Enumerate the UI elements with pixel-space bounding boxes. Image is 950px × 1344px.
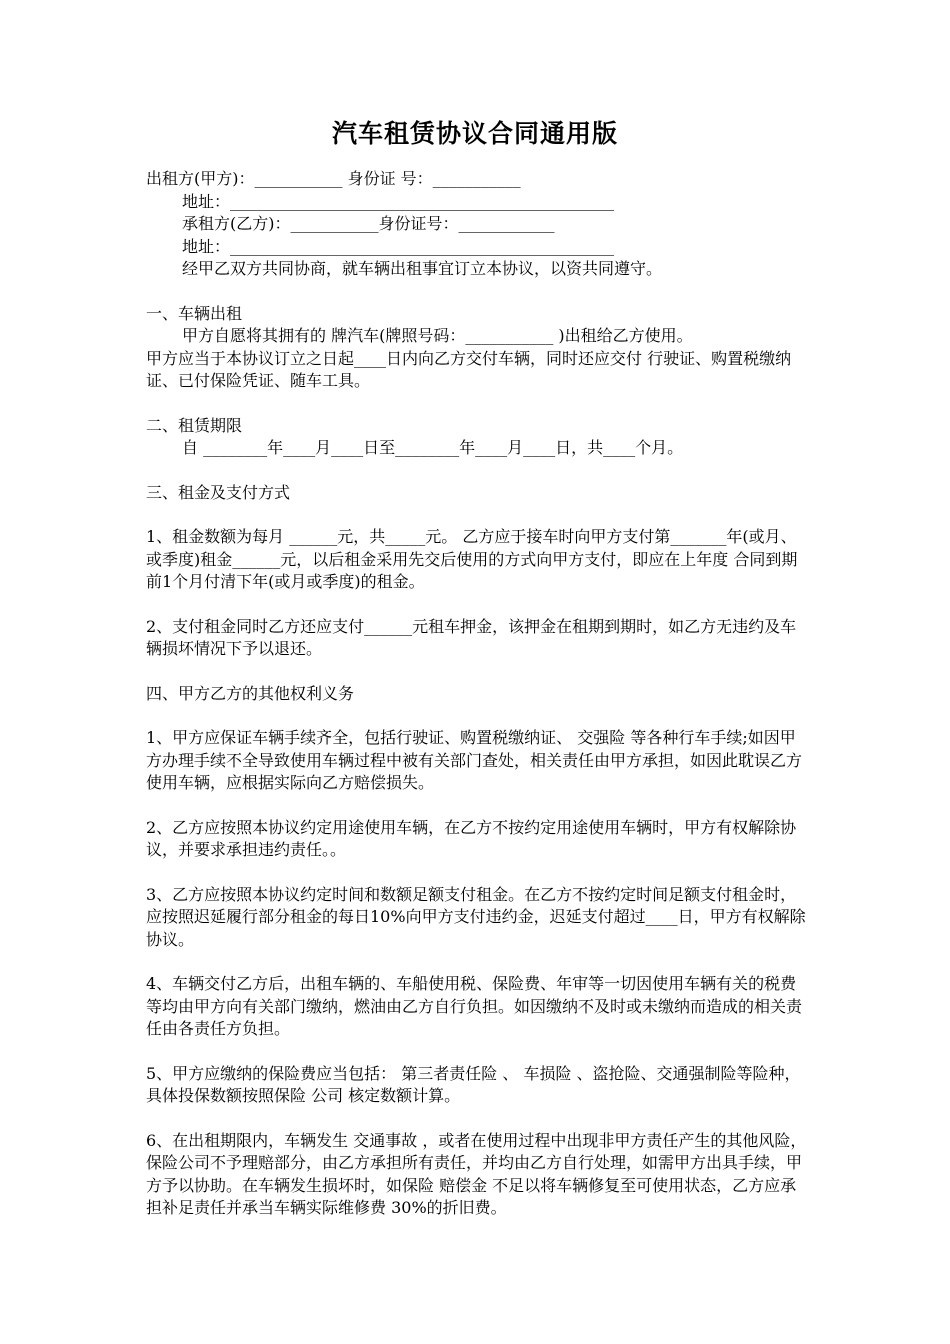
section-2-heading: 二、租赁期限 [146,415,243,435]
spacer [146,661,811,683]
section-2-body: 自 ________年____月____日至________年____月____日，共____个月。 [182,438,684,457]
preamble: 经甲乙双方共同协商，就车辆出租事宜订立本协议，以资共同遵守。 [182,259,663,278]
spacer [146,504,811,526]
spacer [146,1041,811,1063]
spacer [146,795,811,817]
lessor-line: 出租方(甲方)：___________ 身份证 号：___________ [146,169,521,188]
section-4-clause-3: 3、乙方应按照本协议约定时间和数额足额支付租金。在乙方不按约定时间足额支付租金时，应按照迟延履行部分租金的每日10%向甲方支付违约金，迟延支付超过____日，甲方有权解除协议。 [146,884,806,949]
section-3-clause-1: 1、租金数额为每月 ______元，共_____元。 乙方应于接车时向甲方支付第_______年(或月、或季度)租金______元，以后租金采用先交后使用的方式向甲方支付，即应在上年度 合同到期 前1个月付清下年(或月或季度)的租金。 [146,527,803,591]
section-1-heading: 一、车辆出租 [146,303,243,323]
lessee-line: 承租方(乙方)：___________身份证号：____________ [182,214,555,233]
section-4-clause-5: 5、甲方应缴纳的保险费应当包括： 第三者责任险 、 车损险 、盗抢险、交通强制险等险种，具体投保数额按照保险 公司 核定数额计算。 [146,1063,801,1105]
spacer [146,1108,811,1130]
section-3-heading: 三、租金及支付方式 [146,482,291,502]
spacer [146,281,811,303]
section-3-clause-2: 2、支付租金同时乙方还应支付______元租车押金，该押金在租期到期时，如乙方无违约及车辆损坏情况下予以退还。 [146,616,797,658]
section-1-body-rest: 甲方应当于本协议订立之日起____日内向乙方交付车辆，同时还应交付 行驶证、购置税缴纳证、已付保险凭证、随车工具。 [146,348,792,390]
section-4-clause-4: 4、车辆交付乙方后，出租车辆的、车船使用税、保险费、年审等一切因使用车辆有关的税费等均由甲方向有关部门缴纳，燃油由乙方自行负担。如因缴纳不及时或未缴纳而造成的相关责任由各责任方负担。 [146,974,803,1038]
spacer [146,393,811,415]
section-4-clause-1: 1、甲方应保证车辆手续齐全，包括行驶证、购置税缴纳证、 交强险 等各种行车手续;如因甲方办理手续不全导致使用车辆过程中被有关部门查处，相关责任由甲方承担，如因此耽误乙方使用车辆，应根据实际向乙方赔偿损失。 [146,728,803,792]
spacer [146,951,811,973]
document-title: 汽车租赁协议合同通用版 [331,119,618,148]
lessor-address-line: 地址：________________________________________________ [182,191,615,211]
lessee-address-line: 地址：________________________________________________ [182,236,615,256]
section-4-clause-2: 2、乙方应按照本协议约定用途使用车辆，在乙方不按约定用途使用车辆时，甲方有权解除协议，并要求承担违约责任。。 [146,817,797,859]
spacer [146,594,811,616]
spacer [146,460,811,482]
section-4-clause-6: 6、在出租期限内，车辆发生 交通事故 ，或者在使用过程中出现非甲方责任产生的其他风险，保险公司不予理赔部分，由乙方承担所有责任，并均由乙方自行处理，如需甲方出具手续，甲方予以协助。在车辆发生损坏时，如保险 赔偿金 不足以将车辆修复至可使用状态，乙方应承担补足责任并承当车辆实际维修费 30%的折旧费。 [146,1130,807,1217]
document-body [146,168,811,1220]
spacer [146,705,811,727]
section-4-heading: 四、甲方乙方的其他权利义务 [146,683,355,703]
spacer [146,862,811,884]
section-1-body-first: 甲方自愿将其拥有的 牌汽车(牌照号码：___________ )出租给乙方使用。 [182,326,693,345]
